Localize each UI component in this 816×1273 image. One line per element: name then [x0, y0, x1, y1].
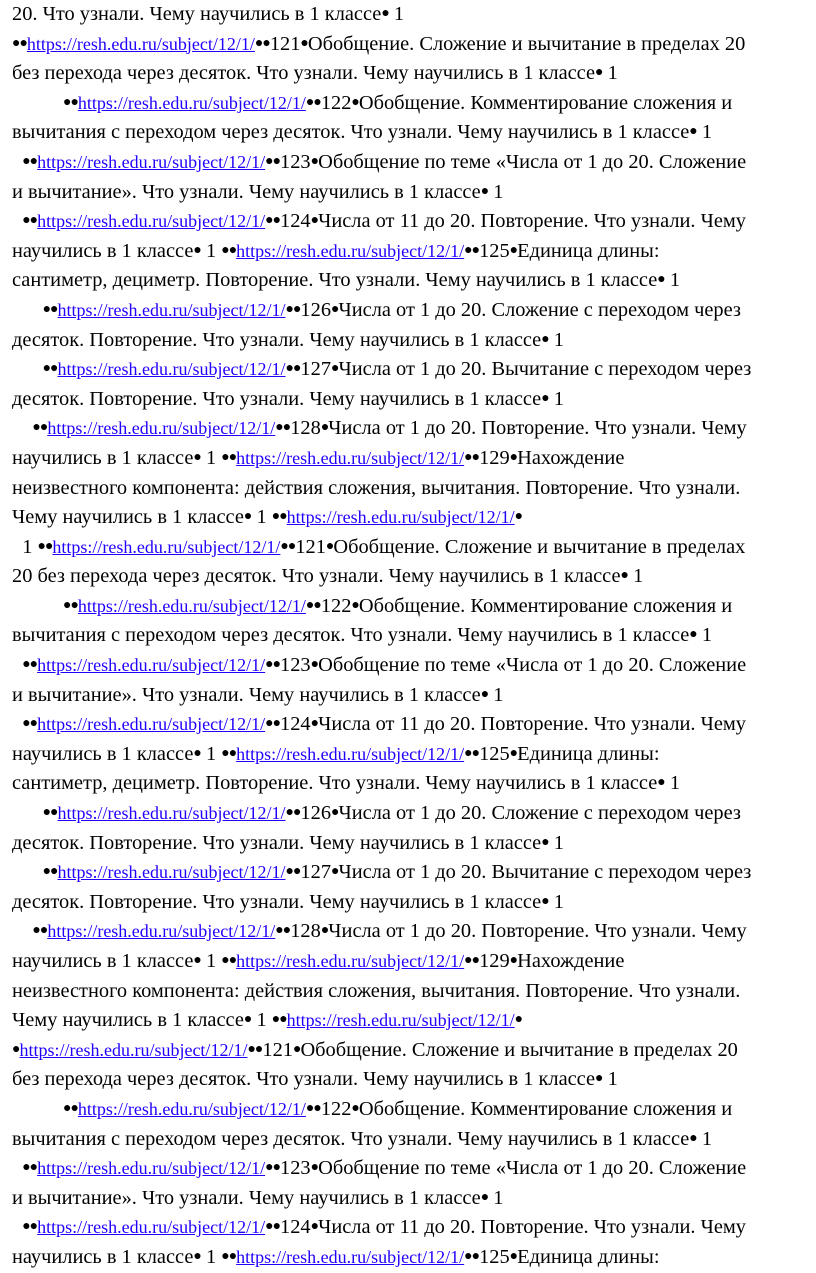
text-run: 126	[300, 802, 332, 825]
line-indent	[12, 358, 43, 380]
bullet-icon: ●●	[62, 94, 78, 110]
bullet-icon: ●	[381, 6, 389, 21]
text-run: Обобщение. Комментирование сложения и	[358, 1097, 733, 1120]
text-run: 124	[280, 1216, 311, 1239]
bullet-icon: ●●	[285, 864, 301, 880]
bullet-icon: ●●	[254, 35, 270, 51]
text-run: 1	[696, 624, 713, 647]
bullet-icon: ●	[509, 953, 518, 968]
bullet-icon: ●	[193, 953, 201, 968]
text-run: 1	[22, 535, 38, 558]
bullet-icon: ●	[310, 213, 319, 229]
bullet-icon: ●	[193, 745, 201, 761]
bullet-icon: ●	[331, 864, 339, 880]
bullet-icon: ●	[541, 893, 549, 909]
text-run: научились в 1 классе	[12, 1245, 194, 1268]
text-run: Обобщение по теме «Числа от 1 до 20. Сложение	[318, 1157, 747, 1180]
text-run: 129	[479, 950, 510, 972]
text-run: сантиметр, дециметр. Повторение. Что узнали. Чему научились в 1 классе	[12, 269, 658, 292]
bullet-icon: ●●	[285, 805, 301, 821]
text-run: десяток. Повторение. Что узнали. Чему научились в 1 классе	[12, 387, 542, 410]
bullet-icon: ●	[310, 1160, 319, 1176]
bullet-icon: ●	[509, 1248, 518, 1264]
bullet-icon: ●	[292, 1041, 301, 1057]
text-line	[12, 1154, 804, 1184]
text-line	[12, 681, 804, 711]
bullet-icon: ●	[541, 331, 549, 347]
bullet-icon: ●	[12, 1041, 20, 1057]
bullet-icon: ●●	[247, 1041, 263, 1057]
bullet-icon: ●●	[271, 509, 287, 525]
bullet-icon: ●●	[464, 745, 480, 761]
text-line	[12, 858, 804, 888]
bullet-icon: ●	[243, 509, 252, 525]
bullet-icon: ●	[331, 361, 339, 377]
resh-link[interactable]: https://resh.edu.ru/subject/12/1/	[37, 655, 266, 676]
line-indent	[12, 417, 32, 439]
text-run: Обобщение. Сложение и вычитание в пределах 20	[307, 32, 746, 55]
bullet-icon: ●●	[42, 301, 58, 317]
bullet-icon: ●●	[12, 35, 27, 51]
text-run: 20. Что узнали. Чему научились в 1 классе	[12, 3, 382, 25]
line-indent	[12, 595, 63, 617]
text-line	[12, 1243, 804, 1273]
text-run: 1	[664, 772, 681, 795]
text-run: 126	[300, 298, 332, 321]
text-run: вычитания с переходом через десяток. Что узнали. Чему научились в 1 классе	[12, 1127, 690, 1150]
text-run: 1	[200, 446, 222, 469]
text-run: 1	[488, 180, 504, 203]
bullet-icon: ●●	[221, 1248, 237, 1264]
text-run: 1	[200, 239, 222, 262]
bullet-icon: ●	[351, 597, 359, 613]
resh-link[interactable]: https://resh.edu.ru/subject/12/1/	[37, 714, 266, 735]
text-run: 127	[300, 358, 332, 381]
text-line	[12, 917, 804, 947]
text-run: Числа от 1 до 20. Сложение с переходом через	[338, 298, 741, 321]
text-run: 1	[251, 506, 272, 529]
text-line	[12, 1006, 804, 1036]
text-run: вычитания с переходом через десяток. Что узнали. Чему научились в 1 классе	[12, 624, 690, 647]
text-run: Числа от 11 до 20. Повторение. Что узнали. Чему	[318, 210, 747, 233]
text-run: Единица длины:	[517, 1245, 660, 1268]
resh-link[interactable]: https://resh.edu.ru/subject/12/1/	[37, 211, 266, 232]
bullet-icon: ●●	[464, 449, 480, 465]
bullet-icon: ●●	[285, 361, 301, 377]
text-run: Обобщение. Сложение и вычитание в пределах 20	[300, 1038, 738, 1061]
resh-link[interactable]: https://resh.edu.ru/subject/12/1/	[57, 299, 286, 320]
text-line	[12, 740, 804, 770]
text-line	[12, 148, 804, 178]
text-run: 1	[548, 328, 564, 351]
text-run: 122	[320, 594, 352, 617]
bullet-icon: ●	[509, 242, 518, 258]
text-line	[12, 207, 804, 237]
text-run: 1	[696, 1127, 713, 1150]
bullet-icon: ●	[351, 1100, 359, 1116]
text-line	[12, 1036, 804, 1066]
text-run: 1	[200, 950, 222, 972]
text-run: 125	[479, 239, 510, 262]
text-line	[12, 533, 804, 563]
resh-link[interactable]: https://resh.edu.ru/subject/12/1/	[37, 1158, 266, 1179]
bullet-icon: ●	[320, 923, 329, 939]
bullet-icon: ●●	[265, 213, 281, 229]
bullet-icon: ●	[351, 94, 359, 110]
text-run: 122	[320, 1097, 352, 1120]
text-run: 123	[280, 1157, 311, 1180]
text-run: 20 без перехода через десяток. Что узнали. Чему научились в 1 классе	[12, 565, 621, 588]
text-run: Числа от 11 до 20. Повторение. Что узнали. Чему	[318, 713, 747, 736]
bullet-icon: ●	[509, 449, 518, 465]
resh-link[interactable]: https://resh.edu.ru/subject/12/1/	[236, 447, 465, 468]
text-run: 1	[251, 1009, 272, 1032]
text-line	[12, 385, 804, 415]
text-line	[12, 562, 804, 592]
text-line	[12, 1184, 804, 1214]
text-run: Нахождение	[517, 950, 625, 972]
text-run: научились в 1 классе	[12, 239, 194, 262]
bullet-icon: ●●	[265, 1160, 281, 1176]
line-indent	[12, 1216, 22, 1238]
resh-link[interactable]: https://resh.edu.ru/subject/12/1/	[236, 743, 465, 764]
text-run: 1	[602, 62, 618, 85]
resh-link[interactable]: https://resh.edu.ru/subject/12/1/	[236, 1246, 465, 1267]
resh-link[interactable]: https://resh.edu.ru/subject/12/1/	[52, 536, 281, 557]
bullet-icon: ●	[243, 1012, 252, 1028]
text-run: Числа от 1 до 20. Вычитание с переходом через	[338, 861, 752, 884]
text-line	[12, 89, 804, 119]
text-line	[12, 799, 804, 829]
text-run: и вычитание». Что узнали. Чему научились в 1 классе	[12, 683, 481, 706]
resh-link[interactable]: https://resh.edu.ru/subject/12/1/	[47, 921, 276, 942]
line-indent	[12, 536, 22, 558]
resh-link[interactable]: https://resh.edu.ru/subject/12/1/	[57, 862, 286, 883]
bullet-icon: ●●	[305, 597, 321, 613]
line-indent	[12, 1157, 22, 1179]
text-run: Единица длины:	[517, 239, 660, 262]
text-run: 1	[200, 1245, 222, 1268]
text-run: неизвестного компонента: действия сложения, вычитания. Повторение. Что узнали.	[12, 979, 741, 1002]
text-run: 1	[388, 3, 405, 25]
text-line	[12, 769, 804, 799]
bullet-icon: ●	[193, 449, 201, 465]
line-indent	[12, 861, 43, 883]
text-run: неизвестного компонента: действия сложения, вычитания. Повторение. Что узнали.	[12, 476, 741, 499]
resh-link[interactable]: https://resh.edu.ru/subject/12/1/	[77, 92, 306, 113]
text-line	[12, 444, 804, 474]
bullet-icon: ●	[193, 1248, 201, 1264]
bullet-icon: ●●	[265, 657, 281, 673]
resh-link[interactable]: https://resh.edu.ru/subject/12/1/	[37, 151, 266, 172]
bullet-icon: ●●	[271, 1012, 287, 1028]
text-run: Обобщение. Комментирование сложения и	[358, 91, 733, 114]
text-line	[12, 237, 804, 267]
text-run: Числа от 11 до 20. Повторение. Что узнали. Чему	[318, 1216, 747, 1239]
text-run: и вычитание». Что узнали. Чему научились в 1 классе	[12, 180, 481, 203]
text-run: Числа от 1 до 20. Сложение с переходом через	[338, 802, 741, 825]
text-line	[12, 1065, 804, 1095]
text-run: Обобщение. Сложение и вычитание в пределах	[333, 535, 746, 558]
bullet-icon: ●	[541, 834, 549, 850]
bullet-icon: ●	[480, 686, 489, 702]
text-run: сантиметр, дециметр. Повторение. Что узнали. Чему научились в 1 классе	[12, 772, 658, 795]
bullet-icon: ●	[331, 301, 339, 317]
line-indent	[12, 151, 22, 173]
bullet-icon: ●●	[265, 153, 281, 169]
text-line	[12, 59, 804, 89]
resh-link[interactable]: https://resh.edu.ru/subject/12/1/	[26, 33, 255, 54]
bullet-icon: ●	[320, 420, 329, 436]
bullet-icon: ●	[595, 1071, 603, 1087]
text-run: 127	[300, 861, 332, 884]
bullet-icon: ●	[300, 35, 308, 51]
text-run: 124	[280, 210, 311, 233]
bullet-icon: ●●	[221, 242, 237, 258]
text-line	[12, 326, 804, 356]
text-run: научились в 1 классе	[12, 446, 194, 469]
text-line	[12, 0, 804, 30]
text-line	[12, 592, 804, 622]
text-run: десяток. Повторение. Что узнали. Чему научились в 1 классе	[12, 890, 542, 913]
text-run: 1	[628, 565, 644, 588]
text-run: 1	[664, 269, 681, 292]
resh-link[interactable]: https://resh.edu.ru/subject/12/1/	[236, 240, 465, 261]
resh-link[interactable]: https://resh.edu.ru/subject/12/1/	[286, 1010, 515, 1031]
resh-link[interactable]: https://resh.edu.ru/subject/12/1/	[77, 1098, 306, 1119]
text-run: 1	[696, 121, 713, 144]
text-run: 121	[262, 1038, 293, 1061]
bullet-icon: ●●	[22, 153, 38, 169]
text-run: 125	[479, 742, 510, 765]
resh-link[interactable]: https://resh.edu.ru/subject/12/1/	[286, 507, 515, 528]
bullet-icon: ●●	[62, 597, 78, 613]
bullet-icon: ●	[480, 1189, 489, 1205]
bullet-icon: ●	[331, 805, 339, 821]
resh-link[interactable]: https://resh.edu.ru/subject/12/1/	[57, 803, 286, 824]
text-line	[12, 947, 804, 977]
text-run: без перехода через десяток. Что узнали. Чему научились в 1 классе	[12, 1068, 596, 1091]
line-indent	[12, 210, 22, 232]
bullet-icon: ●●	[305, 94, 321, 110]
bullet-icon: ●	[689, 627, 697, 643]
bullet-icon: ●	[310, 716, 319, 732]
text-run: 123	[280, 654, 311, 677]
bullet-icon: ●●	[22, 1219, 38, 1235]
text-line	[12, 414, 804, 444]
text-run: Обобщение по теме «Числа от 1 до 20. Сложение	[318, 150, 747, 173]
bullet-icon: ●	[325, 538, 334, 554]
bullet-icon: ●●	[305, 1100, 321, 1116]
resh-link[interactable]: https://resh.edu.ru/subject/12/1/	[19, 1039, 248, 1060]
bullet-icon: ●	[310, 1219, 319, 1235]
line-indent	[12, 713, 22, 735]
text-run: 1	[602, 1068, 618, 1091]
bullet-icon: ●	[689, 124, 697, 140]
bullet-icon: ●●	[285, 301, 301, 317]
bullet-icon: ●	[657, 775, 665, 791]
text-line	[12, 503, 804, 533]
bullet-icon: ●	[310, 657, 319, 673]
text-run: Числа от 1 до 20. Вычитание с переходом через	[338, 358, 752, 381]
text-line	[12, 178, 804, 208]
bullet-icon: ●	[541, 390, 549, 406]
bullet-icon: ●●	[42, 805, 58, 821]
text-run: научились в 1 классе	[12, 742, 194, 765]
text-run: 128	[290, 417, 321, 440]
bullet-icon: ●●	[275, 420, 291, 436]
text-run: вычитания с переходом через десяток. Что узнали. Чему научились в 1 классе	[12, 121, 690, 144]
text-run: 128	[290, 920, 321, 943]
bullet-icon: ●●	[265, 1219, 281, 1235]
bullet-icon: ●●	[42, 864, 58, 880]
text-run: Обобщение. Комментирование сложения и	[358, 594, 733, 617]
text-line	[12, 266, 804, 296]
line-indent	[12, 920, 32, 942]
line-indent	[12, 1098, 63, 1120]
text-run: 122	[320, 91, 352, 114]
text-line	[12, 651, 804, 681]
text-line	[12, 1095, 804, 1125]
text-run: 121	[295, 535, 326, 558]
text-run: Чему научились в 1 классе	[12, 506, 244, 529]
text-line	[12, 1125, 804, 1155]
text-run: 124	[280, 713, 311, 736]
text-line	[12, 30, 804, 60]
bullet-icon: ●●	[221, 953, 237, 968]
bullet-icon: ●	[595, 65, 603, 81]
text-run: Единица длины:	[517, 742, 660, 765]
text-run: 1	[548, 890, 564, 913]
bullet-icon: ●	[509, 745, 518, 761]
bullet-icon: ●	[310, 153, 319, 169]
text-run: десяток. Повторение. Что узнали. Чему научились в 1 классе	[12, 831, 542, 854]
text-line	[12, 118, 804, 148]
bullet-icon: ●●	[22, 1160, 38, 1176]
text-run: Чему научились в 1 классе	[12, 1009, 244, 1032]
bullet-icon: ●●	[37, 538, 53, 554]
text-run: 1	[488, 1186, 504, 1209]
bullet-icon: ●	[689, 1130, 697, 1146]
text-run: без перехода через десяток. Что узнали. Чему научились в 1 классе	[12, 62, 596, 85]
bullet-icon: ●	[657, 272, 665, 288]
resh-link[interactable]: https://resh.edu.ru/subject/12/1/	[57, 359, 286, 380]
text-run: 123	[280, 150, 311, 173]
line-indent	[12, 654, 22, 676]
text-line	[12, 829, 804, 859]
bullet-icon: ●	[514, 509, 523, 525]
resh-link[interactable]: https://resh.edu.ru/subject/12/1/	[37, 1217, 266, 1238]
text-run: 1	[548, 831, 564, 854]
text-line	[12, 710, 804, 740]
bullet-icon: ●●	[265, 716, 281, 732]
bullet-icon: ●●	[32, 420, 48, 436]
bullet-icon: ●●	[280, 538, 296, 554]
text-line	[12, 977, 804, 1007]
bullet-icon: ●●	[22, 716, 38, 732]
text-line	[12, 296, 804, 326]
text-run: Числа от 1 до 20. Повторение. Что узнали. Чему	[328, 417, 747, 440]
bullet-icon: ●●	[221, 745, 237, 761]
text-run: Нахождение	[517, 446, 625, 469]
text-line	[12, 474, 804, 504]
text-run: 121	[269, 32, 301, 55]
resh-link[interactable]: https://resh.edu.ru/subject/12/1/	[77, 595, 306, 616]
bullet-icon: ●●	[42, 361, 58, 377]
text-run: и вычитание». Что узнали. Чему научились в 1 классе	[12, 1186, 481, 1209]
text-run: Числа от 1 до 20. Повторение. Что узнали. Чему	[328, 920, 747, 943]
text-run: десяток. Повторение. Что узнали. Чему научились в 1 классе	[12, 328, 542, 351]
bullet-icon: ●●	[464, 1248, 480, 1264]
resh-link[interactable]: https://resh.edu.ru/subject/12/1/	[47, 418, 276, 439]
bullet-icon: ●	[514, 1012, 523, 1028]
bullet-icon: ●●	[32, 923, 48, 939]
text-run: 1	[200, 742, 222, 765]
line-indent	[12, 299, 43, 321]
text-line	[12, 1213, 804, 1243]
bullet-icon: ●	[193, 242, 201, 258]
bullet-icon: ●●	[221, 449, 237, 465]
line-indent	[12, 802, 43, 824]
bullet-icon: ●●	[62, 1100, 78, 1116]
bullet-icon: ●●	[22, 657, 38, 673]
text-run: научились в 1 классе	[12, 950, 194, 972]
text-run: Обобщение по теме «Числа от 1 до 20. Сложение	[318, 654, 747, 677]
line-indent	[12, 92, 63, 114]
resh-link[interactable]: https://resh.edu.ru/subject/12/1/	[236, 951, 465, 971]
bullet-icon: ●●	[464, 953, 480, 968]
text-run: 1	[488, 683, 504, 706]
text-line	[12, 355, 804, 385]
text-line	[12, 888, 804, 918]
bullet-icon: ●●	[464, 242, 480, 258]
text-line	[12, 621, 804, 651]
text-run: 125	[479, 1245, 510, 1268]
bullet-icon: ●●	[22, 213, 38, 229]
bullet-icon: ●	[620, 568, 628, 584]
text-run: 129	[479, 446, 510, 469]
bullet-icon: ●●	[275, 923, 291, 939]
bullet-icon: ●	[480, 183, 489, 199]
text-run: 1	[548, 387, 564, 410]
